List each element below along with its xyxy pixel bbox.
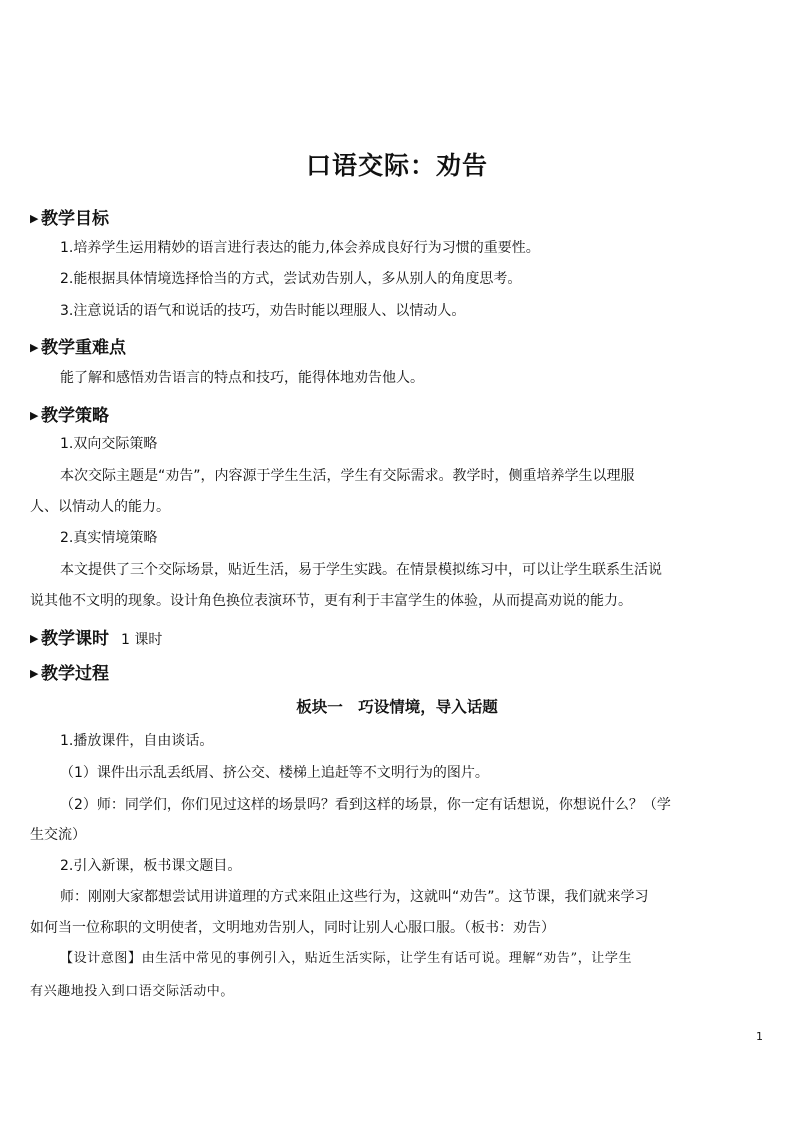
section-heading-key-points: ▶ 教学重难点 [30,338,126,358]
section-heading-strategy: ▶ 教学策略 [30,406,109,426]
process-step-1-a: （1）课件出示乱丢纸屑、挤公交、楼梯上追赶等不文明行为的图片。 [60,765,489,781]
page-title: 口语交际：劝告 [305,151,488,180]
process-step-2-line-2: 如何当一位称职的文明使者，文明地劝告别人，同时让别人心服口服。（板书：劝告） [30,920,555,936]
triangle-bullet-icon: ▶ [30,212,39,225]
goal-item-2: 2.能根据具体情境选择恰当的方式，尝试劝告别人，多从别人的角度思考。 [60,271,522,287]
process-step-2: 2.引入新课，板书课文题目。 [60,858,242,874]
process-step-1-b-line-1: （2）师：同学们，你们见过这样的场景吗？看到这样的场景，你一定有话想说，你想说什么？（学 [60,797,671,813]
triangle-bullet-icon: ▶ [30,632,39,645]
triangle-bullet-icon: ▶ [30,667,39,680]
process-step-2-line-1: 师：刚刚大家都想尝试用讲道理的方式来阻止这些行为，这就叫“劝告”。这节课，我们就来学习 [60,889,649,905]
section-heading-goals: ▶ 教学目标 [30,209,109,229]
strategy-item-2-line-1: 本文提供了三个交际场景，贴近生活，易于学生实践。在情景模拟练习中，可以让学生联系生活说 [60,562,662,578]
strategy-item-1-line-1: 本次交际主题是“劝告”，内容源于学生生活，学生有交际需求。教学时，侧重培养学生以理服 [60,468,635,484]
strategy-item-2-title: 2.真实情境策略 [60,530,158,546]
page-number: 1 [756,1030,763,1043]
goal-item-3: 3.注意说话的语气和说话的技巧，劝告时能以理服人、以情动人。 [60,303,466,319]
process-step-1: 1.播放课件，自由谈话。 [60,733,214,749]
hours-value: 1 课时 [121,632,163,648]
strategy-item-2-line-2: 说其他不文明的现象。设计角色换位表演环节，更有利于丰富学生的体验，从而提高劝说的能力。 [30,593,632,609]
section-heading-hours: ▶ 教学课时 1 课时 [30,629,163,649]
triangle-bullet-icon: ▶ [30,409,39,422]
design-intent-line-2: 有兴趣地投入到口语交际活动中。 [30,984,235,999]
goal-item-1: 1.培养学生运用精妙的语言进行表达的能力,体会养成良好行为习惯的重要性。 [60,240,540,256]
design-intent-line-1: 【设计意图】由生活中常见的事例引入，贴近生活实际，让学生有话可说。理解“劝告”，让学生 [60,951,633,966]
triangle-bullet-icon: ▶ [30,341,39,354]
process-step-1-b-line-2: 生交流） [30,827,86,843]
strategy-item-1-line-2: 人、以情动人的能力。 [30,499,170,515]
key-points-text: 能了解和感悟劝告语言的特点和技巧，能得体地劝告他人。 [60,370,424,386]
section-heading-process: ▶ 教学过程 [30,664,109,684]
block-title: 板块一 巧设情境，导入话题 [296,698,498,716]
strategy-item-1-title: 1.双向交际策略 [60,436,158,452]
